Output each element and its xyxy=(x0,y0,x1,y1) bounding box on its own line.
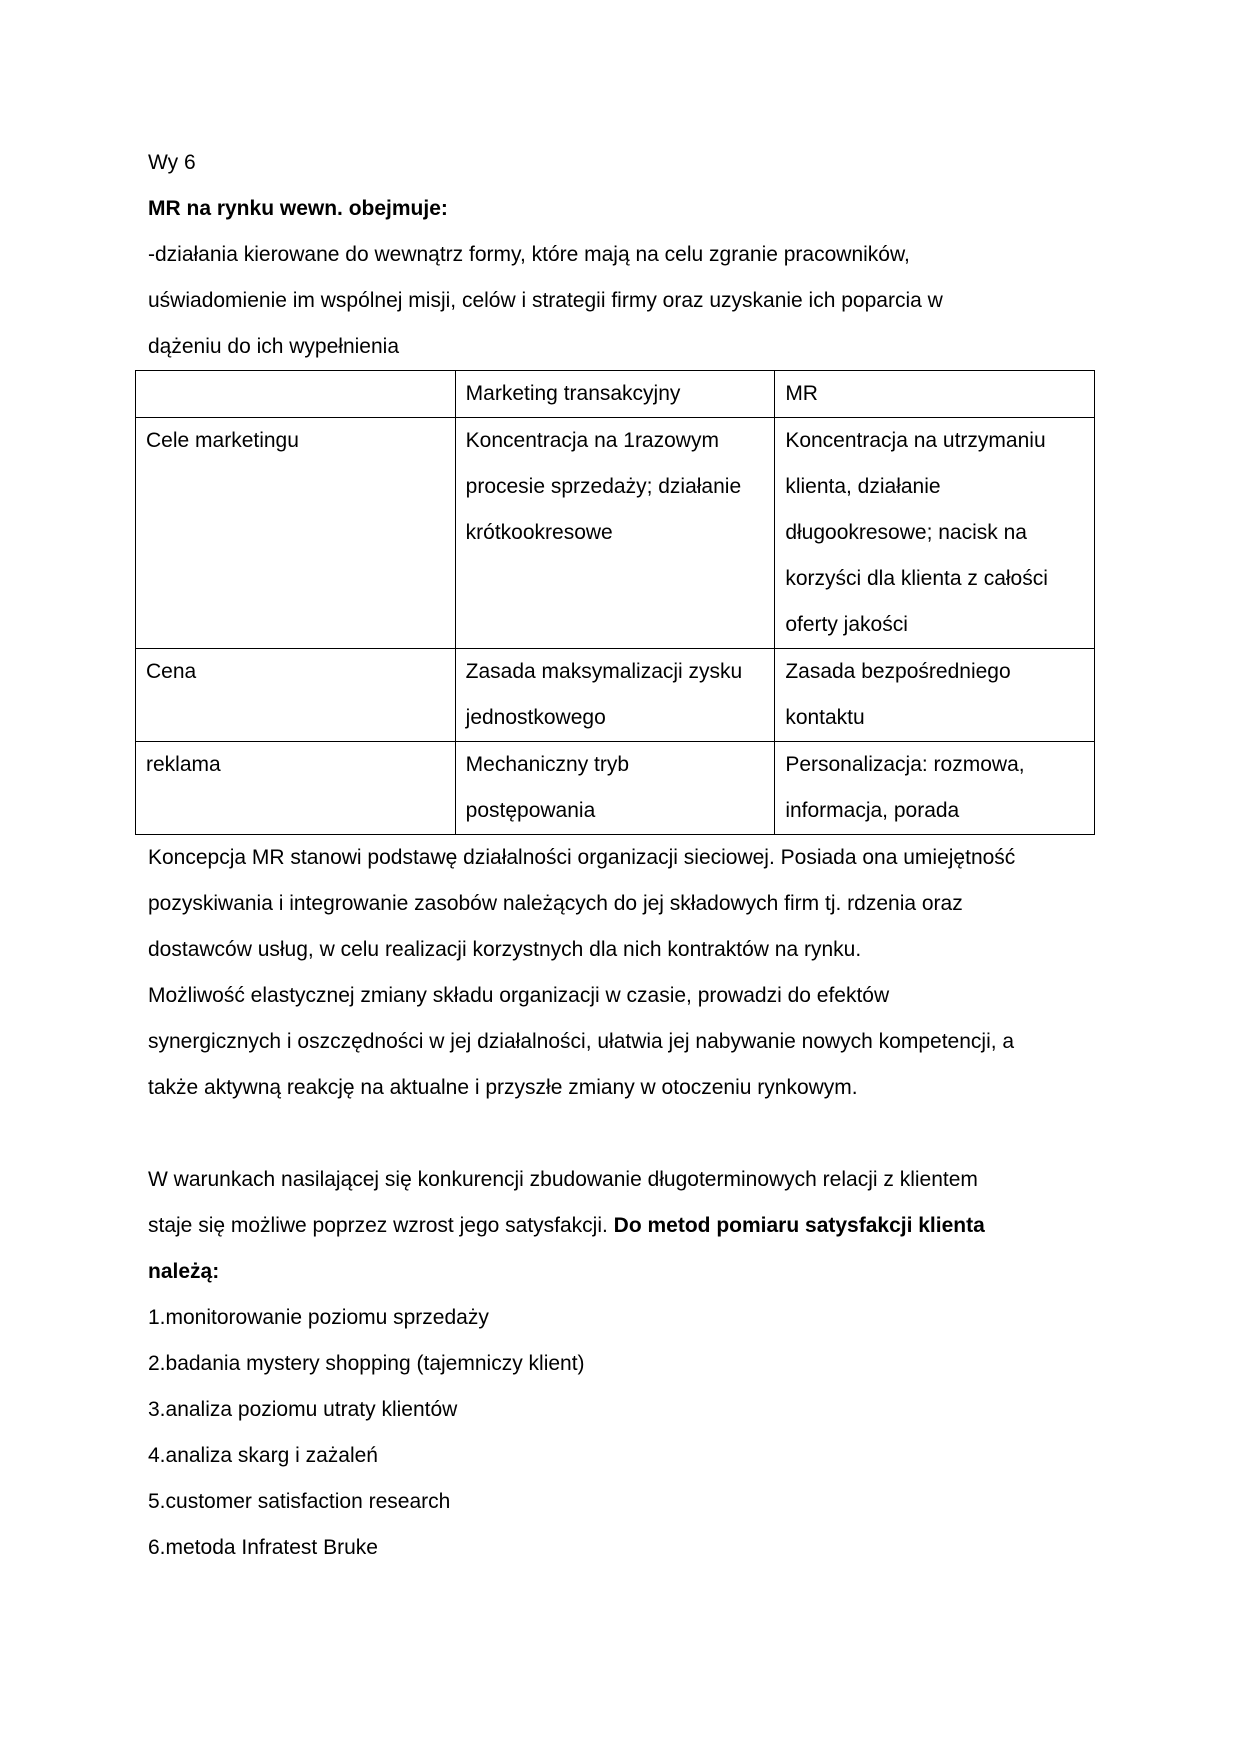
cell-line: krótkookresowe xyxy=(465,521,613,544)
table-cell xyxy=(775,742,1095,835)
table-header-row xyxy=(136,371,1095,418)
intro-line: dążeniu do ich wypełnienia xyxy=(148,335,400,358)
document-page xyxy=(148,140,1098,1571)
intro-line: -działania kierowane do wewnątrz formy, które mają na celu zgranie pracowników, xyxy=(148,243,910,266)
cell-line: Mechaniczny tryb xyxy=(465,753,630,776)
paragraph-line xyxy=(148,1203,1098,1249)
cell-line: Personalizacja: rozmowa, xyxy=(785,753,1025,776)
paragraph-bold-line: należą: xyxy=(148,1260,220,1283)
cell-line: kontaktu xyxy=(785,706,865,729)
list-item: 4.analiza skarg i zażaleń xyxy=(148,1444,378,1467)
table-cell xyxy=(775,418,1095,649)
doc-heading: Wy 6 xyxy=(148,151,196,174)
cell-line: informacja, porada xyxy=(785,799,960,822)
cell-line: długookresowe; nacisk na xyxy=(785,521,1027,544)
table-row xyxy=(136,418,1095,649)
cell-line: klienta, działanie xyxy=(785,475,941,498)
intro-paragraph xyxy=(148,232,1098,370)
table-header-cell: Marketing transakcyjny xyxy=(455,371,775,418)
paragraph-line: także aktywną reakcję na aktualne i przyszłe zmiany w otoczeniu rynkowym. xyxy=(148,1076,858,1099)
intro-line: uświadomienie im wspólnej misji, celów i strategii firmy oraz uzyskanie ich poparcia w xyxy=(148,289,943,312)
table-row xyxy=(136,649,1095,742)
cell-line: oferty jakości xyxy=(785,613,908,636)
cell-line: postępowania xyxy=(465,799,596,822)
cell-line: Koncentracja na 1razowym xyxy=(465,429,719,452)
paragraph-bold-text: Do metod pomiaru satysfakcji klienta xyxy=(613,1214,985,1237)
paragraph-line: synergicznych i oszczędności w jej działalności, ułatwia jej nabywanie nowych kompetencji, a xyxy=(148,1030,1015,1053)
table-cell xyxy=(455,649,775,742)
table-cell xyxy=(455,418,775,649)
cell-line: Koncentracja na utrzymaniu xyxy=(785,429,1046,452)
list-item: 6.metoda Infratest Bruke xyxy=(148,1536,378,1559)
blank-line xyxy=(148,1111,1098,1157)
paragraph-line: Możliwość elastycznej zmiany składu organizacji w czasie, prowadzi do efektów xyxy=(148,984,890,1007)
list-item: 5.customer satisfaction research xyxy=(148,1490,451,1513)
cell-line: korzyści dla klienta z całości xyxy=(785,567,1048,590)
table-row-label: Cena xyxy=(136,649,456,742)
table-header-cell xyxy=(136,371,456,418)
list-item: 2.badania mystery shopping (tajemniczy klient) xyxy=(148,1352,585,1375)
paragraph-satisfaction xyxy=(148,1157,1098,1295)
methods-list xyxy=(148,1295,1098,1571)
table-row-label: reklama xyxy=(136,742,456,835)
cell-line: jednostkowego xyxy=(465,706,606,729)
paragraph-line: pozyskiwania i integrowanie zasobów należących do jej składowych firm tj. rdzenia oraz xyxy=(148,892,963,915)
cell-line: Zasada maksymalizacji zysku xyxy=(465,660,743,683)
list-item: 3.analiza poziomu utraty klientów xyxy=(148,1398,458,1421)
paragraph-text: staje się możliwe poprzez wzrost jego satysfakcji. xyxy=(148,1214,614,1237)
table-row-label: Cele marketingu xyxy=(136,418,456,649)
table-header-cell: MR xyxy=(775,371,1095,418)
table-cell xyxy=(455,742,775,835)
paragraph-line: W warunkach nasilającej się konkurencji zbudowanie długoterminowych relacji z klientem xyxy=(148,1168,978,1191)
list-item: 1.monitorowanie poziomu sprzedaży xyxy=(148,1306,489,1329)
cell-line: Zasada bezpośredniego xyxy=(785,660,1011,683)
paragraph-line: Koncepcja MR stanowi podstawę działalności organizacji sieciowej. Posiada ona umiejętność xyxy=(148,846,1016,869)
cell-line: procesie sprzedaży; działanie xyxy=(465,475,742,498)
table-cell xyxy=(775,649,1095,742)
doc-subheading: MR na rynku wewn. obejmuje: xyxy=(148,197,448,220)
paragraph-line: dostawców usług, w celu realizacji korzystnych dla nich kontraktów na rynku. xyxy=(148,938,862,961)
table-row xyxy=(136,742,1095,835)
paragraph-mr-concept xyxy=(148,835,1098,1111)
comparison-table xyxy=(135,370,1095,835)
